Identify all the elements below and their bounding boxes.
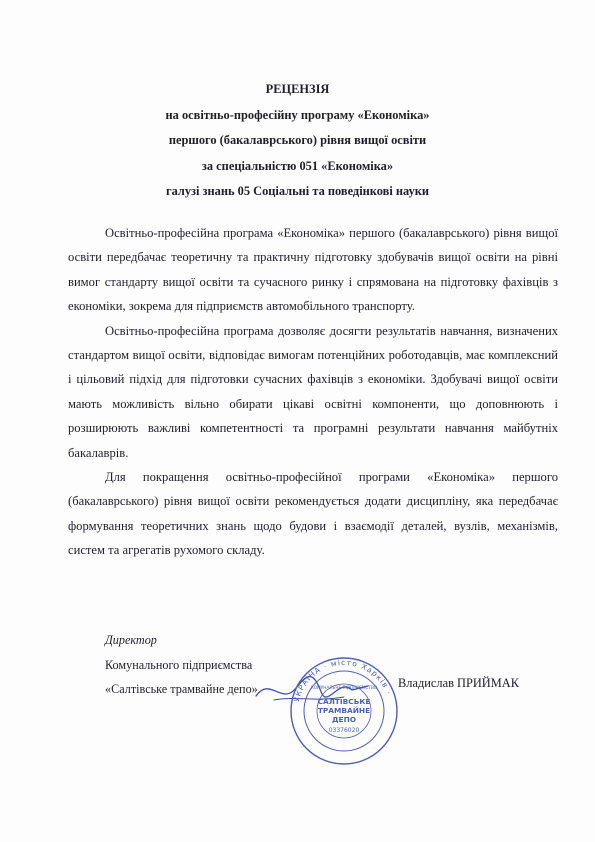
subtitle-line-4: галузі знань 05 Соціальні та поведінкові науки <box>165 184 430 198</box>
signatory-name: Владислав ПРИЙМАК <box>398 676 519 690</box>
stamp-center-line-3: ДЕПО <box>331 715 357 724</box>
document-header <box>60 77 535 205</box>
paragraph-1: Освітньо-професійна програма «Економіка» першого (бакалаврського) рівня вищої освіти передбачає теоретичну та практичну підготовку здобувачів вищої освіти на рівні вимог стандарту вищої освіти та сучасного ринку і спрямована на підготовку фахівців з економіки, зокрема для підприємств автомобільного транспорту. <box>68 226 558 314</box>
stamp-inner-top: КОМУНАЛЬНЕ ПІДПРИЄМСТВО <box>310 685 378 690</box>
signatory-position: Директор <box>105 633 157 647</box>
signatory-organization-2: «Салтівське трамвайне депо» <box>105 682 258 696</box>
paragraph-2: Освітньо-професійна програма дозволяє досягти результатів навчання, визначених стандартом вищої освіти, відповідає вимогам потенційних роботодавців, має комплексний і цільовий підхід для підготовки сучасних фахівців з економіки. Здобувачі вищої освіти мають можливість вільно обирати цікаві освітні компоненти, що доповнюють і розширюють важливі компетентності та програмні результати навчання майбутніх бакалаврів. <box>68 323 558 460</box>
official-stamp <box>289 656 399 766</box>
stamp-code: 03376020 <box>328 727 360 734</box>
document-title: РЕЦЕНЗІЯ <box>265 82 330 96</box>
document-body <box>68 221 558 563</box>
subtitle-line-2: першого (бакалаврського) рівня вищої освіти <box>168 133 427 147</box>
paragraph-3: Для покращення освітньо-професійної програми «Економіка» першого (бакалаврського) рівня вищої освіти рекомендується додати дисципліну, яка передбачає формування теоретичних знань щодо будови і взаємодії деталей, вузлів, механізмів, систем та агрегатів рухомого складу. <box>68 470 558 558</box>
signatory-block <box>105 628 258 702</box>
stamp-center-line-1: САЛТІВСЬКЕ <box>317 697 371 706</box>
subtitle-line-3: за спеціальністю 051 «Економіка» <box>201 158 394 173</box>
signatory-organization-1: Комунального підприємства <box>105 657 253 672</box>
stamp-center-line-2: ТРАМВАЙНЕ <box>317 706 371 715</box>
subtitle-line-1: на освітньо-професійну програму «Економіка» <box>165 107 430 122</box>
stamp-outer-text: УКРАЇНА · місто Харків · <box>291 657 394 703</box>
